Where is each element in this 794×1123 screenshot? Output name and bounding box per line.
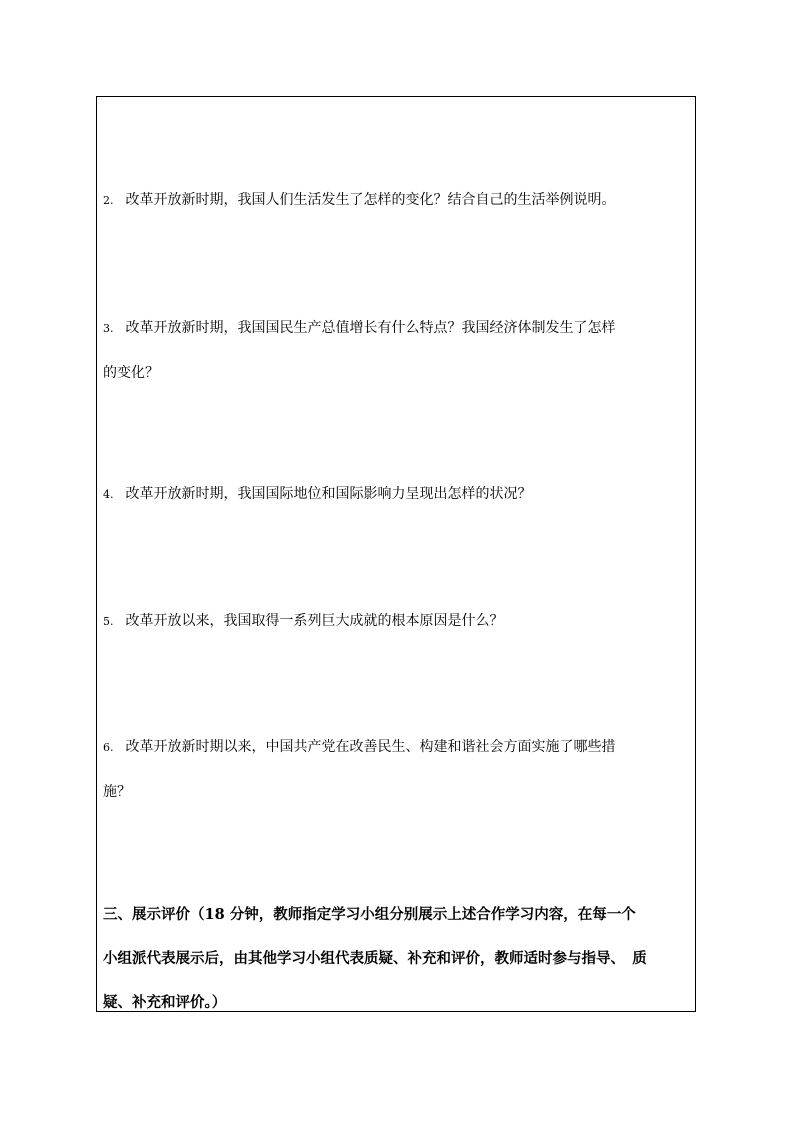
question-text: 改革开放新时期，我国人们生活发生了怎样的变化？结合自己的生活举例说明。 xyxy=(125,192,616,208)
question-6 xyxy=(103,725,688,814)
question-2 xyxy=(103,178,688,223)
question-3 xyxy=(103,306,688,395)
question-5 xyxy=(103,599,688,644)
question-number: 4. xyxy=(103,488,114,501)
question-4 xyxy=(103,472,688,517)
question-number: 6. xyxy=(103,741,114,754)
section-line3: 疑、补充和评价。） xyxy=(103,994,227,1011)
question-text: 改革开放新时期，我国国际地位和国际影响力呈现出怎样的状况？ xyxy=(125,486,532,502)
question-number: 2. xyxy=(103,194,114,207)
question-text-line1: 改革开放新时期，我国国民生产总值增长有什么特点？我国经济体制发生了怎样 xyxy=(125,320,616,336)
question-text-line2: 施？ xyxy=(103,784,131,800)
question-text-line2: 的变化？ xyxy=(103,365,159,381)
table-cell-border xyxy=(96,96,696,1012)
question-text: 改革开放以来，我国取得一系列巨大成就的根本原因是什么？ xyxy=(125,613,504,629)
section-line2: 小组派代表展示后，由其他学习小组代表质疑、补充和评价，教师适时参与指导、 质 xyxy=(103,950,647,967)
question-text-line1: 改革开放新时期以来，中国共产党在改善民生、构建和谐社会方面实施了哪些措 xyxy=(125,739,616,755)
question-number: 3. xyxy=(103,322,114,335)
section-heading-display-evaluation xyxy=(103,893,693,1025)
section-line1: 三、展示评价（18 分钟，教师指定学习小组分别展示上述合作学习内容，在每一个 xyxy=(103,906,636,923)
question-number: 5. xyxy=(103,615,114,628)
